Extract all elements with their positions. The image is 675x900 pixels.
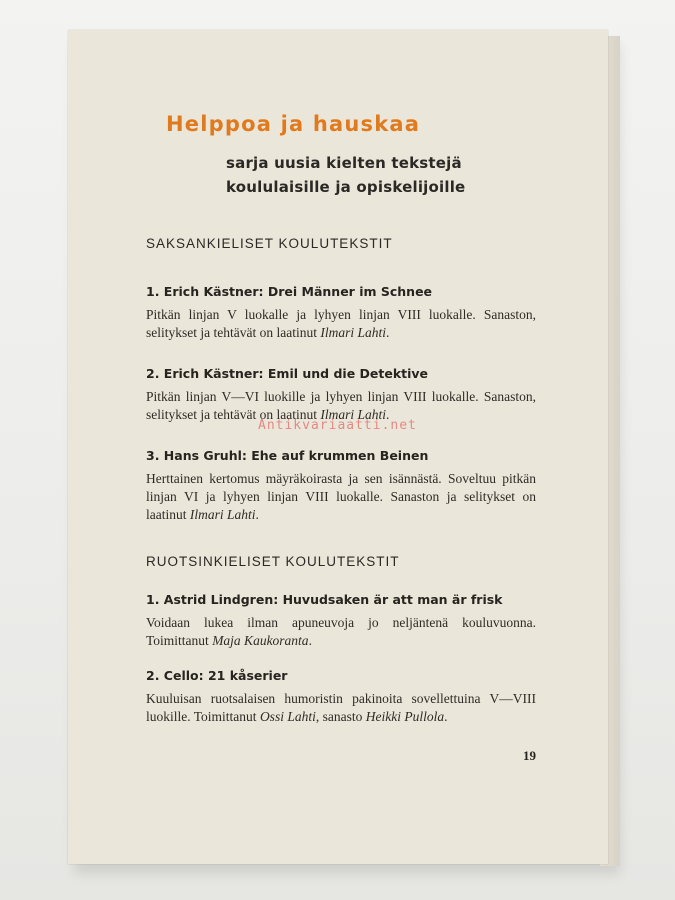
item-desc-cello: Kuuluisan ruotsalaisen humoristin pakinoita sovellettuina V—VIII luokille. Toimittanut Ossi Lahti, sanasto Heikki Pullola.	[146, 691, 536, 724]
item-title-gruhl: 3. Hans Gruhl: Ehe auf krummen Beinen	[146, 448, 429, 463]
editor-name: Ilmari Lahti	[320, 407, 386, 422]
item-title-lindgren: 1. Astrid Lindgren: Huvudsaken är att man är frisk	[146, 592, 503, 607]
page-number: 19	[523, 748, 536, 763]
section-heading-german: SAKSANKIELISET KOULUTEKSTIT	[146, 236, 393, 251]
series-headline: Helppoa ja hauskaa	[166, 112, 421, 136]
editor-name: Ossi Lahti	[259, 709, 316, 724]
editor-name: Ilmari Lahti	[320, 325, 386, 340]
book-page	[68, 30, 608, 864]
editor-name-2: Heikki Pullola	[365, 709, 445, 724]
item-desc-lindgren: Voidaan lukea ilman apuneuvoja jo neljäntenä kouluvuonna. Toimittanut Maja Kaukoranta.	[146, 615, 536, 648]
watermark: Antikvariaatti.net	[258, 418, 417, 433]
item-desc-kastner-schnee: Pitkän linjan V luokalle ja lyhyen linjan VIII luokalle. Sanaston, selitykset ja tehtävät on laatinut Ilmari Lahti.	[146, 307, 536, 340]
subtitle-line-1: sarja uusia kielten tekstejä	[226, 154, 462, 172]
subtitle-line-2: koululaisille ja opiskelijoille	[226, 178, 466, 196]
section-heading-swedish: RUOTSINKIELISET KOULUTEKSTIT	[146, 554, 400, 569]
item-title-kastner-schnee: 1. Erich Kästner: Drei Männer im Schnee	[146, 284, 433, 299]
item-desc-gruhl: Herttainen kertomus mäyräkoirasta ja sen isännästä. Soveltuu pitkän linjan VI ja lyhyen linjan VIII luokalle. Sanaston ja selitykset on laatinut Ilmari Lahti.	[146, 471, 536, 522]
editor-name: Ilmari Lahti	[189, 507, 256, 522]
item-desc-kastner-emil: Pitkän linjan V—VI luokille ja lyhyen linjan VIII luokalle. Sanaston, selitykset ja tehtävät on laatinut Ilmari Lahti.	[146, 389, 536, 422]
editor-name: Maja Kaukoranta	[212, 633, 309, 648]
item-title-kastner-emil: 2. Erich Kästner: Emil und die Detektive	[146, 366, 429, 381]
item-title-cello: 2. Cello: 21 kåserier	[146, 668, 288, 683]
